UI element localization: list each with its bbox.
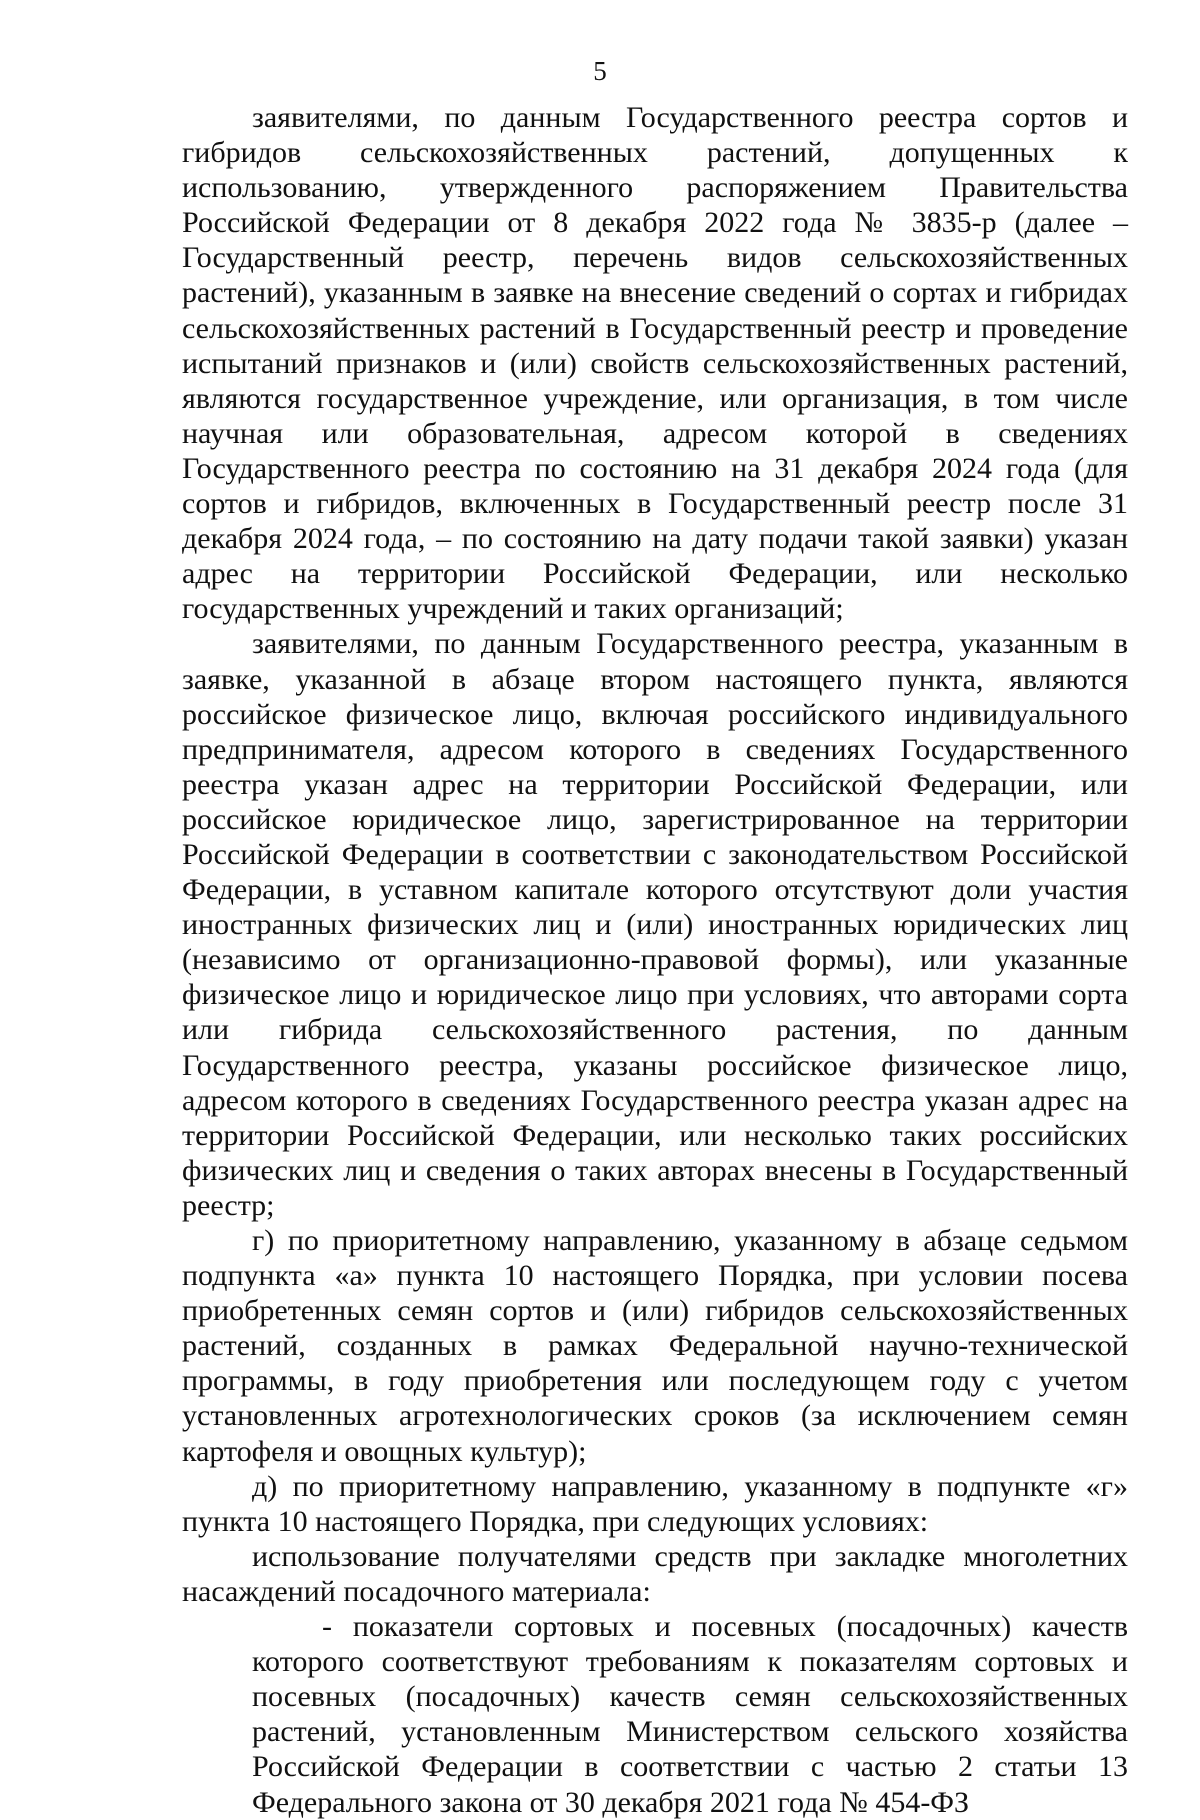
page-number: 5 [593,56,607,86]
paragraph-subpoint-d: д) по приоритетному направлению, указанному в подпункте «г» пункта 10 настоящего Порядка, при следующих условиях: [182,1469,1128,1538]
paragraph-planting-material: использование получателями средств при закладке многолетних насаждений посадочного материала: [182,1539,1128,1608]
paragraph-subpoint-g: г) по приоритетному направлению, указанному в абзаце седьмом подпункта «а» пункта 10 настоящего Порядка, при условии посева приобретенных семян сортов и (или) гибридов сельскохозяйственных растений, созданных в рамках Федеральной научно-технической программы, в году приобретения или последующем году с учетом установленных агротехнологических сроков (за исключением семян картофеля и овощных культур); [182,1224,1128,1468]
paragraph-quality-indicators: - показатели сортовых и посевных (посадочных) качеств которого соответствуют требованиям к показателям сортовых и посевных (посадочных) качеств семян сельскохозяйственных растений, установленным Министерством сельского хозяйства Российской Федерации в соответствии с частью 2 статьи 13 Федерального закона от 30 декабря 2021 года № 454-ФЗ [252,1610,1128,1819]
paragraph-applicants-russian-persons: заявителями, по данным Государственного реестра, указанным в заявке, указанной в абзаце втором настоящего пункта, являются российское физическое лицо, включая российского индивидуального предпринимателя, адресом которого в сведениях Государственного реестра указан адрес на территории Российской Федерации, или российское юридическое лицо, зарегистрированное на территории Российской Федерации в соответствии с законодательством Российской Федерации, в уставном капитале которого отсутствуют доли участия иностранных физических лиц и (или) иностранных юридических лиц (независимо от организационно-правовой формы), или указанные физическое лицо и юридическое лицо при условиях, что авторами сорта или гибрида сельскохозяйственного растения, по данным Государственного реестра, указаны российское физическое лицо, адресом которого в сведениях Государственного реестра указан адрес на территории Российской Федерации, или несколько таких российских физических лиц и сведения о таких авторах внесены в Государственный реестр; [182,627,1128,1222]
paragraph-applicants-state-institutions: заявителями, по данным Государственного реестра сортов и гибридов сельскохозяйственных растений, допущенных к использованию, утвержденного распоряжением Правительства Российской Федерации от 8 декабря 2022 года № 3835-р (далее – Государственный реестр, перечень видов сельскохозяйственных растений), указанным в заявке на внесение сведений о сортах и гибридах сельскохозяйственных растений в Государственный реестр и проведение испытаний признаков и (или) свойств сельскохозяйственных растений, являются государственное учреждение, или организация, в том числе научная или образовательная, адресом которой в сведениях Государственного реестра по состоянию на 31 декабря 2024 года (для сортов и гибридов, включенных в Государственный реестр после 31 декабря 2024 года, – по состоянию на дату подачи такой заявки) указан адрес на территории Российской Федерации, или несколько государственных учреждений и таких организаций; [182,101,1128,626]
document-body [182,100,1128,1820]
